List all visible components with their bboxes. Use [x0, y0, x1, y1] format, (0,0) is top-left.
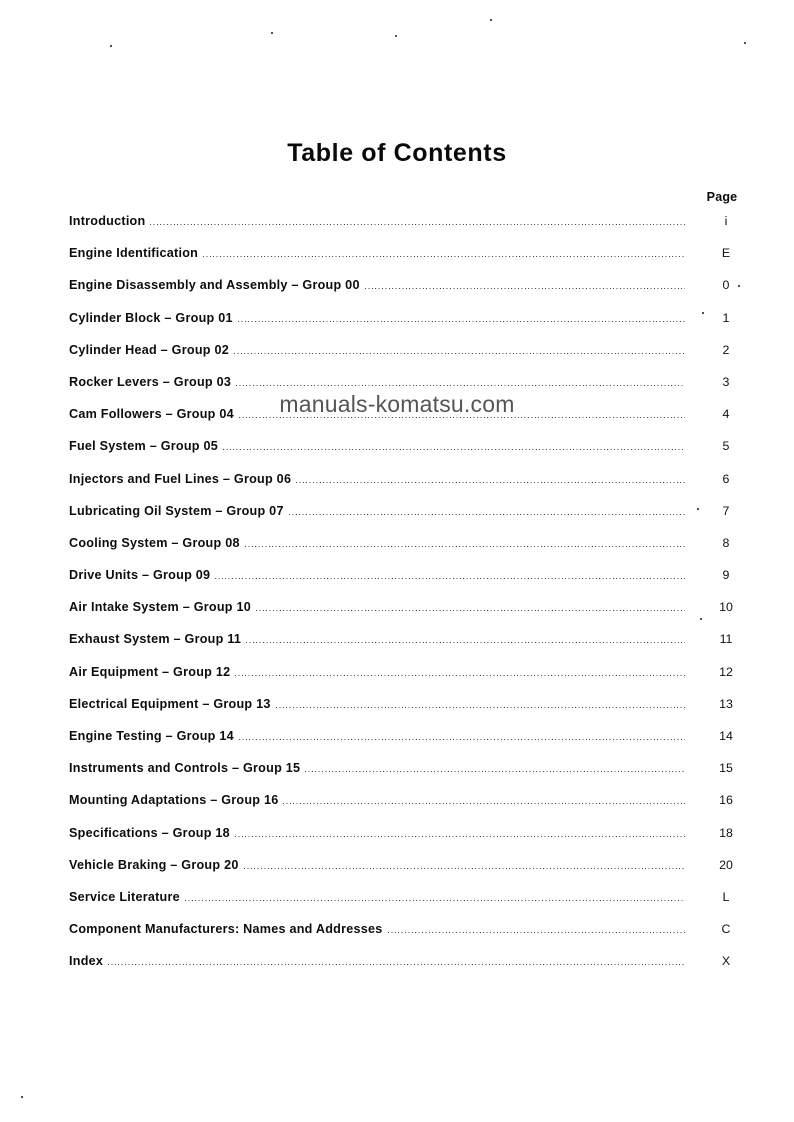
- toc-dot-leader: [185, 900, 685, 901]
- toc-entry[interactable]: [69, 826, 759, 858]
- toc-entry-page-number: 4: [722, 407, 730, 422]
- watermark: manuals-komatsu.com: [279, 391, 515, 417]
- toc-entry-page-number: C: [721, 922, 731, 937]
- toc-entry-page-number: 9: [722, 568, 730, 583]
- toc-entry[interactable]: [69, 697, 759, 729]
- toc-entry-page-number: 16: [719, 793, 733, 808]
- scan-speck: [110, 45, 112, 47]
- toc-entry-page-number: 18: [719, 825, 733, 840]
- toc-entry-title: Drive Units – Group 09: [69, 568, 211, 583]
- toc-entry-title: Air Equipment – Group 12: [69, 664, 231, 679]
- toc-entry-page-number: 0: [722, 278, 730, 293]
- scan-speck: [744, 42, 746, 44]
- toc-entry-title: Component Manufacturers: Names and Addresses: [69, 922, 383, 937]
- toc-entry-title: Cylinder Head – Group 02: [69, 342, 229, 357]
- toc-entry-title: Exhaust System – Group 11: [69, 632, 242, 647]
- toc-entry[interactable]: [69, 761, 759, 793]
- toc-dot-leader: [238, 321, 685, 322]
- toc-entry[interactable]: [69, 439, 759, 471]
- toc-entry-page-number: X: [721, 954, 731, 969]
- toc-entry-title: Injectors and Fuel Lines – Group 06: [69, 471, 292, 486]
- toc-entry-title: Rocker Levers – Group 03: [69, 374, 232, 389]
- toc-entry[interactable]: [69, 729, 759, 761]
- toc-entry-page-number: 7: [722, 503, 730, 518]
- toc-dot-leader: [388, 932, 685, 933]
- toc-entry[interactable]: [69, 922, 759, 954]
- toc-entry[interactable]: [69, 214, 759, 246]
- toc-dot-leader: [239, 739, 685, 740]
- toc-entry-title: Air Intake System – Group 10: [69, 600, 251, 615]
- toc-dot-leader: [289, 514, 685, 515]
- toc-entry-title: Engine Identification: [69, 246, 199, 261]
- table-of-contents-list: [69, 214, 759, 987]
- toc-dot-leader: [244, 868, 685, 869]
- toc-entry-page-number: 15: [719, 761, 733, 776]
- toc-entry-title: Instruments and Controls – Group 15: [69, 761, 301, 776]
- toc-dot-leader: [245, 546, 685, 547]
- toc-entry-title: Vehicle Braking – Group 20: [69, 857, 239, 872]
- toc-dot-leader: [365, 288, 685, 289]
- toc-entry-page-number: 13: [719, 696, 733, 711]
- toc-dot-leader: [256, 610, 685, 611]
- toc-dot-leader: [203, 256, 685, 257]
- toc-entry-page-number: 10: [719, 600, 733, 615]
- toc-entry-page-number: 6: [722, 471, 730, 486]
- toc-dot-leader: [235, 836, 685, 837]
- toc-entry-title: Mounting Adaptations – Group 16: [69, 793, 279, 808]
- toc-entry-title: Engine Testing – Group 14: [69, 729, 234, 743]
- toc-entry-title: Cam Followers – Group 04: [69, 407, 234, 422]
- toc-entry-page-number: 2: [722, 342, 730, 357]
- toc-entry[interactable]: [69, 343, 759, 375]
- toc-dot-leader: [283, 803, 685, 804]
- toc-dot-leader: [215, 578, 685, 579]
- scan-speck: [490, 19, 492, 21]
- scan-speck: [21, 1096, 23, 1098]
- toc-entry-title: Cooling System – Group 08: [69, 535, 240, 550]
- toc-entry-page-number: i: [724, 214, 728, 228]
- toc-entry[interactable]: [69, 890, 759, 922]
- toc-entry-title: Cylinder Block – Group 01: [69, 310, 233, 325]
- toc-dot-leader: [296, 482, 685, 483]
- toc-dot-leader: [234, 353, 685, 354]
- toc-dot-leader: [150, 224, 685, 225]
- toc-entry-page-number: 8: [722, 535, 730, 550]
- toc-entry[interactable]: [69, 504, 759, 536]
- toc-entry[interactable]: [69, 665, 759, 697]
- toc-entry-title: Introduction: [69, 214, 146, 228]
- toc-entry[interactable]: [69, 311, 759, 343]
- toc-entry-page-number: 5: [722, 439, 730, 454]
- toc-dot-leader: [246, 642, 685, 643]
- toc-entry-page-number: 3: [722, 374, 730, 389]
- toc-entry[interactable]: [69, 954, 759, 986]
- toc-entry-page-number: 20: [719, 857, 733, 872]
- scan-speck: [271, 32, 273, 34]
- toc-entry[interactable]: [69, 568, 759, 600]
- toc-entry-title: Electrical Equipment – Group 13: [69, 696, 271, 711]
- toc-entry[interactable]: [69, 858, 759, 890]
- toc-dot-leader: [305, 771, 685, 772]
- page-title: Table of Contents: [287, 138, 507, 167]
- toc-entry-title: Specifications – Group 18: [69, 825, 230, 840]
- page-column-header: Page: [706, 190, 738, 204]
- toc-entry[interactable]: [69, 793, 759, 825]
- toc-dot-leader: [276, 707, 685, 708]
- toc-entry-title: Index: [69, 954, 104, 969]
- toc-entry[interactable]: [69, 472, 759, 504]
- toc-dot-leader: [235, 675, 685, 676]
- toc-dot-leader: [236, 385, 685, 386]
- scan-speck: [395, 35, 397, 37]
- toc-entry[interactable]: [69, 632, 759, 664]
- toc-entry-page-number: E: [721, 246, 731, 261]
- toc-entry[interactable]: [69, 278, 759, 310]
- toc-entry-page-number: 1: [722, 310, 730, 325]
- toc-entry-title: Fuel System – Group 05: [69, 439, 218, 454]
- toc-entry[interactable]: [69, 246, 759, 278]
- toc-entry-title: Lubricating Oil System – Group 07: [69, 503, 284, 518]
- toc-entry-title: Service Literature: [69, 889, 180, 904]
- toc-dot-leader: [108, 964, 685, 965]
- toc-entry-page-number: L: [722, 889, 730, 904]
- toc-entry[interactable]: [69, 536, 759, 568]
- toc-entry-page-number: 14: [719, 729, 733, 743]
- toc-entry-page-number: 12: [719, 664, 733, 679]
- toc-dot-leader: [223, 449, 685, 450]
- toc-entry-page-number: 11: [719, 632, 733, 647]
- toc-entry[interactable]: [69, 600, 759, 632]
- toc-entry-title: Engine Disassembly and Assembly – Group 00: [69, 278, 360, 293]
